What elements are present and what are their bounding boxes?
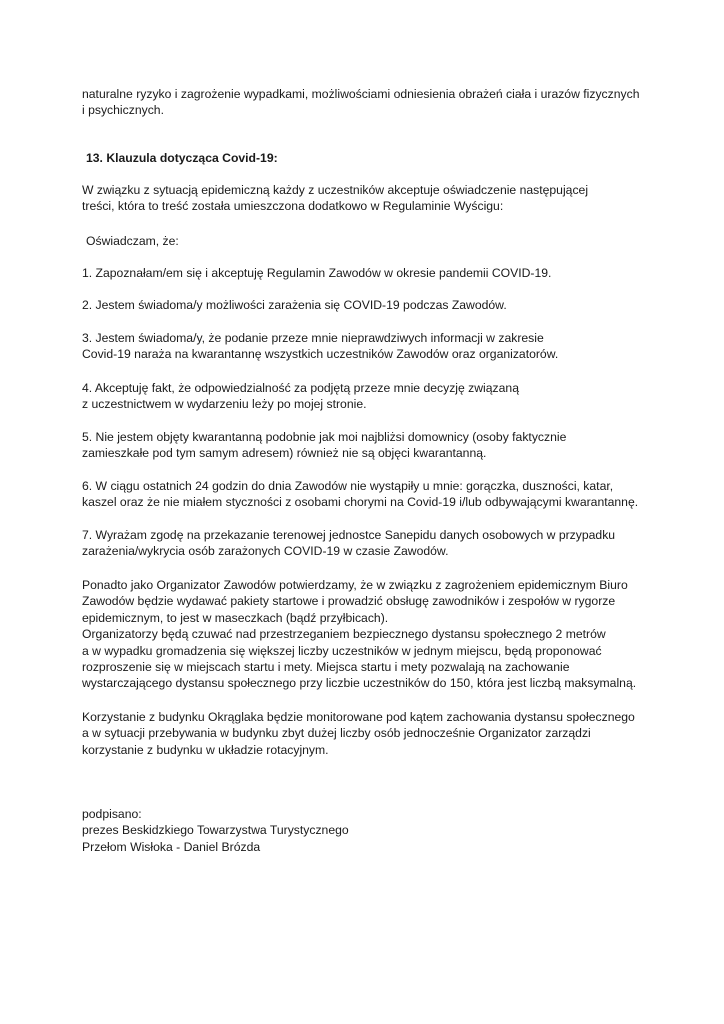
signature-block bbox=[82, 806, 652, 855]
organizer-line: Zawodów będzie wydawać pakiety startowe i prowadzić obsługę zawodników i zespołów w rygorze bbox=[82, 594, 616, 609]
organizer-line: korzystanie z budynku w układzie rotacyjnym. bbox=[82, 742, 329, 757]
declaration-point-5 bbox=[82, 429, 652, 462]
declaration-point-6 bbox=[82, 478, 652, 511]
preamble-line: W związku z sytuacją epidemiczną każdy z uczestników akceptuje oświadczenie następującej bbox=[82, 183, 589, 197]
organizer-paragraph-2 bbox=[82, 709, 652, 758]
organizer-line: rozproszenie się w miejscach startu i mety. Miejsca startu i mety pozwalają na zachowanie bbox=[82, 660, 570, 675]
organizer-line: epidemicznym, to jest w maseczkach (bądź przyłbicach). bbox=[82, 610, 389, 625]
declaration-point-4 bbox=[82, 380, 652, 413]
point-line: 1. Zapoznałam/em się i akceptuję Regulamin Zawodów w okresie pandemii COVID-19. bbox=[82, 266, 552, 280]
preamble-line: treści, która to treść została umieszczona dodatkowo w Regulaminie Wyścigu: bbox=[82, 199, 504, 214]
point-line: 4. Akceptuję fakt, że odpowiedzialność za podjętą przeze mnie decyzję związaną bbox=[82, 381, 519, 395]
organizer-line: Ponadto jako Organizator Zawodów potwierdzamy, że w związku z zagrożeniem epidemicznym Biuro bbox=[82, 578, 628, 592]
point-line: 2. Jestem świadoma/y możliwości zarażenia się COVID-19 podczas Zawodów. bbox=[82, 298, 507, 312]
point-line: kaszel oraz że nie miałem styczności z osobami chorymi na Covid-19 i/lub odbywającymi kwarantannę. bbox=[82, 495, 639, 510]
section-heading: 13. Klauzula dotycząca Covid-19: bbox=[86, 151, 278, 165]
organizer-line: Korzystanie z budynku Okrąglaka będzie monitorowane pod kątem zachowania dystansu społecznego bbox=[82, 710, 635, 724]
declaration-point-2 bbox=[82, 297, 652, 313]
point-line: zarażenia/wykrycia osób zarażonych COVID-19 w czasie Zawodów. bbox=[82, 544, 449, 559]
organizer-line: a w sytuacji przebywania w budynku zbyt dużej liczby osób jednocześnie Organizator zarządzi bbox=[82, 726, 591, 741]
point-line: 3. Jestem świadoma/y, że podanie przeze mnie nieprawdziwych informacji w zakresie bbox=[82, 331, 544, 345]
organizer-line: wystarczającego dystansu społecznego przy liczbie uczestników do 150, która jest liczbą maksymalną. bbox=[82, 676, 637, 691]
signature-name: Przełom Wisłoka - Daniel Brózda bbox=[82, 839, 261, 854]
point-line: zamieszkałe pod tym samym adresem) również nie są objęci kwarantanną. bbox=[82, 446, 487, 461]
point-line: z uczestnictwem w wydarzeniu leży po mojej stronie. bbox=[82, 397, 367, 412]
signature-label: podpisano: bbox=[82, 807, 142, 821]
intro-line: naturalne ryzyko i zagrożenie wypadkami, możliwościami odniesienia obrażeń ciała i urazów fizycznych bbox=[82, 87, 640, 101]
preamble-paragraph bbox=[82, 182, 652, 215]
declaration-intro: Oświadczam, że: bbox=[86, 234, 179, 248]
point-line: 7. Wyrażam zgodę na przekazanie terenowej jednostce Sanepidu danych osobowych w przypadku bbox=[82, 528, 616, 542]
point-line: 6. W ciągu ostatnich 24 godzin do dnia Zawodów nie wystąpiły u mnie: gorączka, duszności, katar, bbox=[82, 479, 614, 493]
declaration-point-7 bbox=[82, 527, 652, 560]
point-line: 5. Nie jestem objęty kwarantanną podobnie jak moi najbliżsi domownicy (osoby faktycznie bbox=[82, 430, 567, 444]
point-line: Covid-19 naraża na kwarantannę wszystkich uczestników Zawodów oraz organizatorów. bbox=[82, 347, 559, 362]
organizer-line: Organizatorzy będą czuwać nad przestrzeganiem bezpiecznego dystansu społecznego 2 metrów bbox=[82, 627, 606, 642]
organizer-paragraph-1 bbox=[82, 577, 652, 692]
signature-title: prezes Beskidzkiego Towarzystwa Turystycznego bbox=[82, 823, 349, 838]
declaration-point-1 bbox=[82, 265, 652, 281]
intro-paragraph bbox=[82, 86, 652, 119]
organizer-line: a w wypadku gromadzenia się większej liczby uczestników w jednym miejscu, będą proponować bbox=[82, 643, 602, 658]
intro-line: i psychicznych. bbox=[82, 103, 164, 118]
declaration-point-3 bbox=[82, 330, 652, 363]
